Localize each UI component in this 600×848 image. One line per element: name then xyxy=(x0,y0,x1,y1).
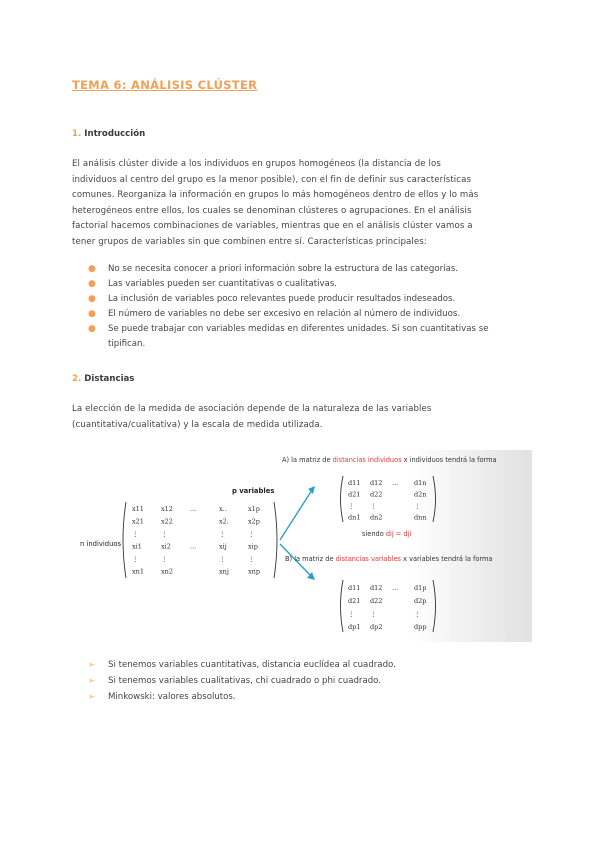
n-individuos-label: n individuos xyxy=(80,540,122,548)
measures-list xyxy=(88,657,528,705)
matrix-cell: x12 xyxy=(161,505,173,513)
matrix-cell: ⋮ xyxy=(248,530,255,538)
section-heading-introduccion: 1. Introducción xyxy=(72,129,146,139)
matrix-cell: xnj xyxy=(219,567,229,576)
matrix-cell: x22 xyxy=(161,517,173,526)
bullet-icon: ● xyxy=(88,294,96,304)
bracket-right xyxy=(433,476,436,522)
features-list xyxy=(88,262,528,352)
text-line: heterogéneos entre ellos, los cuales se denominan clústeres o agrupaciones. En el análisis xyxy=(72,205,472,216)
matrix-cell: xi1 xyxy=(132,542,142,551)
matrix-cell: d1n xyxy=(414,479,427,487)
text-line: tener grupos de variables sin que combinen entre sí. Características principales: xyxy=(72,236,427,247)
text-line: El análisis clúster divide a los individuos en grupos homogéneos (la distancia de los xyxy=(72,159,441,169)
matrix-a xyxy=(338,474,438,524)
matrix-cell: dn2 xyxy=(370,513,383,522)
matrix-cell: ... xyxy=(190,542,197,551)
matrix-cell: ⋮ xyxy=(348,610,355,618)
distance-matrix-figure xyxy=(80,450,532,642)
arrow-up-line xyxy=(280,490,312,540)
matrix-cell: x1p xyxy=(248,505,260,513)
matrix-cell: d2n xyxy=(414,490,427,499)
text-line: individuos al centro del grupo es la menor posible), con el fin de definir sus características xyxy=(72,174,472,185)
matrix-cell: x.. xyxy=(219,505,227,513)
matrix-cell: d22 xyxy=(370,490,383,499)
bracket-left xyxy=(341,580,344,632)
siendo-label: siendo dij = dji xyxy=(362,530,412,538)
matrix-cell: ⋮ xyxy=(219,530,226,538)
bullet-icon: ● xyxy=(88,279,96,289)
matrix-cell: ... xyxy=(190,505,197,513)
matrix-cell: d1p xyxy=(414,584,427,592)
distances-paragraph xyxy=(72,402,532,433)
matrix-cell: ⋮ xyxy=(414,502,421,510)
text-line: La elección de la medida de asociación depende de la naturaleza de las variables xyxy=(72,404,432,414)
arrow-up-head xyxy=(308,486,315,494)
matrix-cell: dp1 xyxy=(348,623,361,631)
arrow-bullet-icon: ➢ xyxy=(88,692,95,701)
list-item: ➢ Si tenemos variables cuantitativas, distancia euclídea al cuadrado. xyxy=(88,657,528,673)
bullet-icon: ● xyxy=(88,309,96,319)
matrix-cell: d12 xyxy=(370,479,383,487)
matrix-cell: xip xyxy=(248,542,258,551)
matrix-cell: d11 xyxy=(348,584,361,592)
list-item: ● El número de variables no debe ser excesivo en relación al número de individuos. xyxy=(88,307,528,322)
matrix-cell: ⋮ xyxy=(161,530,168,538)
matrix-cell: d21 xyxy=(348,597,361,605)
matrix-b xyxy=(338,578,438,634)
caption-a: A) la matriz de distancias individuos x individuos tendrá la forma xyxy=(282,456,497,464)
text-line: (cuantitativa/cualitativa) y la escala de medida utilizada. xyxy=(72,419,323,430)
matrix-cell: d12 xyxy=(370,584,383,592)
arrow-bullet-icon: ➢ xyxy=(88,660,95,669)
arrows xyxy=(278,484,318,584)
matrix-cell: d21 xyxy=(348,490,361,499)
matrix-cell: xij xyxy=(219,542,227,551)
bracket-left xyxy=(341,476,344,522)
matrix-cell: ⋮ xyxy=(414,610,421,618)
list-item: ● No se necesita conocer a priori información sobre la estructura de las categorías. xyxy=(88,262,528,277)
matrix-cell: x2. xyxy=(219,517,229,526)
matrix-cell: ⋮ xyxy=(348,502,355,510)
matrix-cell: dp2 xyxy=(370,623,383,631)
text-line: comunes. Reorganiza la información en grupos lo más homogéneos dentro de ellos y lo más xyxy=(72,190,479,200)
text-line: factorial hacemos combinaciones de variables, mientras que en el análisis clúster vamos a xyxy=(72,221,473,231)
matrix-cell: ⋮ xyxy=(219,555,226,563)
list-item: ● Las variables pueden ser cuantitativas o cualitativas. xyxy=(88,277,528,292)
bracket-right xyxy=(433,580,436,632)
bullet-icon: ● xyxy=(88,264,96,274)
matrix-cell: dn1 xyxy=(348,513,361,522)
matrix-cell: xi2 xyxy=(161,542,171,551)
matrix-cell: dnn xyxy=(414,513,427,522)
list-item: ● Se puede trabajar con variables medidas en diferentes unidades. Si son cuantitativas se tipifican. xyxy=(88,324,489,349)
bullet-icon: ● xyxy=(88,324,96,334)
matrix-cell: xn1 xyxy=(132,567,144,576)
matrix-cell: ... xyxy=(392,584,399,592)
matrix-cell: x21 xyxy=(132,517,144,526)
matrix-cell: x11 xyxy=(132,505,144,513)
section-heading-distancias: 2. Distancias xyxy=(72,374,135,384)
matrix-cell: ⋮ xyxy=(132,530,139,538)
p-variables-label: p variables xyxy=(232,487,275,495)
matrix-cell: ... xyxy=(392,479,399,487)
matrix-cell: dpp xyxy=(414,623,427,631)
list-item: ➢ Si tenemos variables cualitativas, chi cuadrado o phi cuadrado. xyxy=(88,673,528,689)
matrix-cell: xn2 xyxy=(161,567,173,576)
matrix-cell: ⋮ xyxy=(248,555,255,563)
list-item: ➢ Minkowski: valores absolutos. xyxy=(88,689,528,705)
caption-b: B) la matriz de distancias variables x variables tendrá la forma xyxy=(285,555,493,563)
matrix-cell: xnp xyxy=(248,567,261,576)
document-title: TEMA 6: ANÁLISIS CLÚSTER xyxy=(72,78,258,92)
matrix-cell: d22 xyxy=(370,597,383,605)
arrow-bullet-icon: ➢ xyxy=(88,676,95,685)
matrix-cell: ⋮ xyxy=(161,555,168,563)
bracket-left xyxy=(123,502,126,578)
matrix-cell: d2p xyxy=(414,597,427,605)
matrix-cell: x2p xyxy=(248,517,260,526)
matrix-cell: ⋮ xyxy=(370,610,377,618)
bracket-right xyxy=(274,502,277,578)
matrix-cell: ⋮ xyxy=(132,555,139,563)
list-item: ● La inclusión de variables poco relevantes puede producir resultados indeseados. xyxy=(88,292,528,307)
matrix-x xyxy=(120,500,280,580)
matrix-cell: ⋮ xyxy=(370,502,377,510)
matrix-cell: d11 xyxy=(348,479,361,487)
intro-paragraph xyxy=(72,157,532,250)
